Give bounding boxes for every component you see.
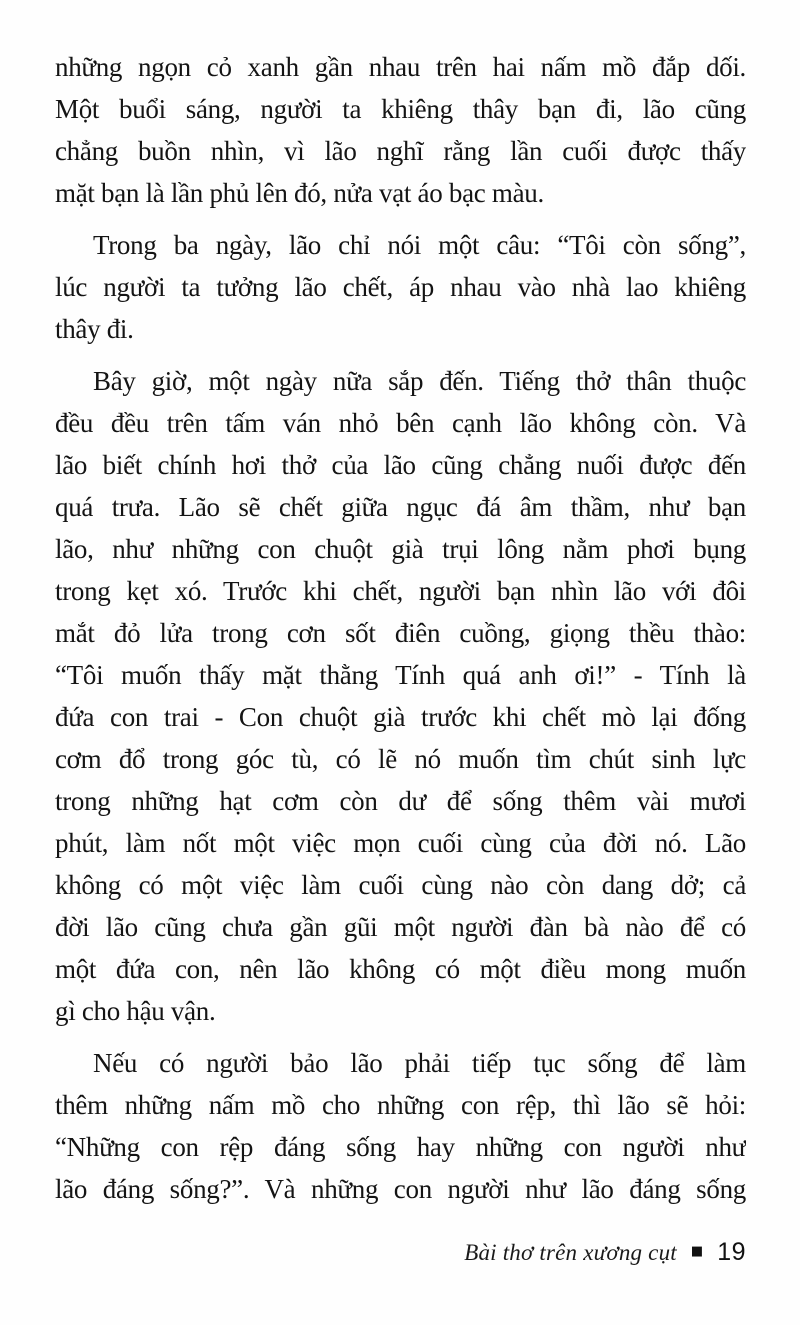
text-line: cơm đổ trong góc tù, có lẽ nó muốn tìm chút sinh lực [55, 744, 746, 774]
text-line: thây đi. [55, 314, 134, 344]
body-text [55, 46, 746, 1210]
text-line: “Tôi muốn thấy mặt thằng Tính quá anh ơi!” - Tính là [55, 660, 746, 690]
text-line: “Những con rệp đáng sống hay những con người như [55, 1132, 746, 1162]
text-line: lão, như những con chuột già trụi lông nằm phơi bụng [55, 534, 746, 564]
paragraph [55, 224, 746, 350]
text-line: lúc người ta tưởng lão chết, áp nhau vào nhà lao khiêng [55, 272, 746, 302]
text-line: Nếu có người bảo lão phải tiếp tục sống để làm [93, 1048, 746, 1078]
text-line: chẳng buồn nhìn, vì lão nghĩ rằng lần cuối được thấy [55, 136, 746, 166]
text-line: Một buổi sáng, người ta khiêng thây bạn đi, lão cũng [55, 94, 746, 124]
text-line: mắt đỏ lửa trong cơn sốt điên cuồng, giọng thều thào: [55, 618, 746, 648]
text-line: những ngọn cỏ xanh gần nhau trên hai nấm mồ đắp dối. [55, 52, 746, 82]
page-footer [464, 1238, 746, 1267]
footer-running-title: Bài thơ trên xương cụt [464, 1239, 677, 1265]
text-line: trong những hạt cơm còn dư để sống thêm vài mươi [55, 786, 746, 816]
text-line: một đứa con, nên lão không có một điều mong muốn [55, 954, 746, 984]
text-line: phút, làm nốt một việc mọn cuối cùng của đời nó. Lão [55, 828, 746, 858]
text-line: đều đều trên tấm ván nhỏ bên cạnh lão không còn. Và [55, 408, 746, 438]
text-line: Trong ba ngày, lão chỉ nói một câu: “Tôi còn sống”, [93, 230, 746, 260]
text-line: đứa con trai - Con chuột già trước khi chết mò lại đống [55, 702, 746, 732]
paragraph [55, 1042, 746, 1210]
text-line: lão biết chính hơi thở của lão cũng chẳng nuối được đến [55, 450, 746, 480]
paragraph [55, 46, 746, 214]
page-number: 19 [717, 1238, 746, 1266]
text-line: quá trưa. Lão sẽ chết giữa ngục đá âm thầm, như bạn [55, 492, 746, 522]
text-line: lão đáng sống?”. Và những con người như lão đáng sống [55, 1174, 746, 1204]
text-line: trong kẹt xó. Trước khi chết, người bạn nhìn lão với đôi [55, 576, 746, 606]
text-line: không có một việc làm cuối cùng nào còn dang dở; cả [55, 870, 746, 900]
square-bullet-icon: ■ [690, 1244, 704, 1259]
text-line: gì cho hậu vận. [55, 996, 216, 1026]
text-line: mặt bạn là lần phủ lên đó, nửa vạt áo bạc màu. [55, 178, 544, 208]
text-line: thêm những nấm mồ cho những con rệp, thì lão sẽ hỏi: [55, 1090, 746, 1120]
paragraph [55, 360, 746, 1032]
text-line: đời lão cũng chưa gần gũi một người đàn bà nào để có [55, 912, 746, 942]
text-line: Bây giờ, một ngày nữa sắp đến. Tiếng thở thân thuộc [93, 366, 746, 396]
